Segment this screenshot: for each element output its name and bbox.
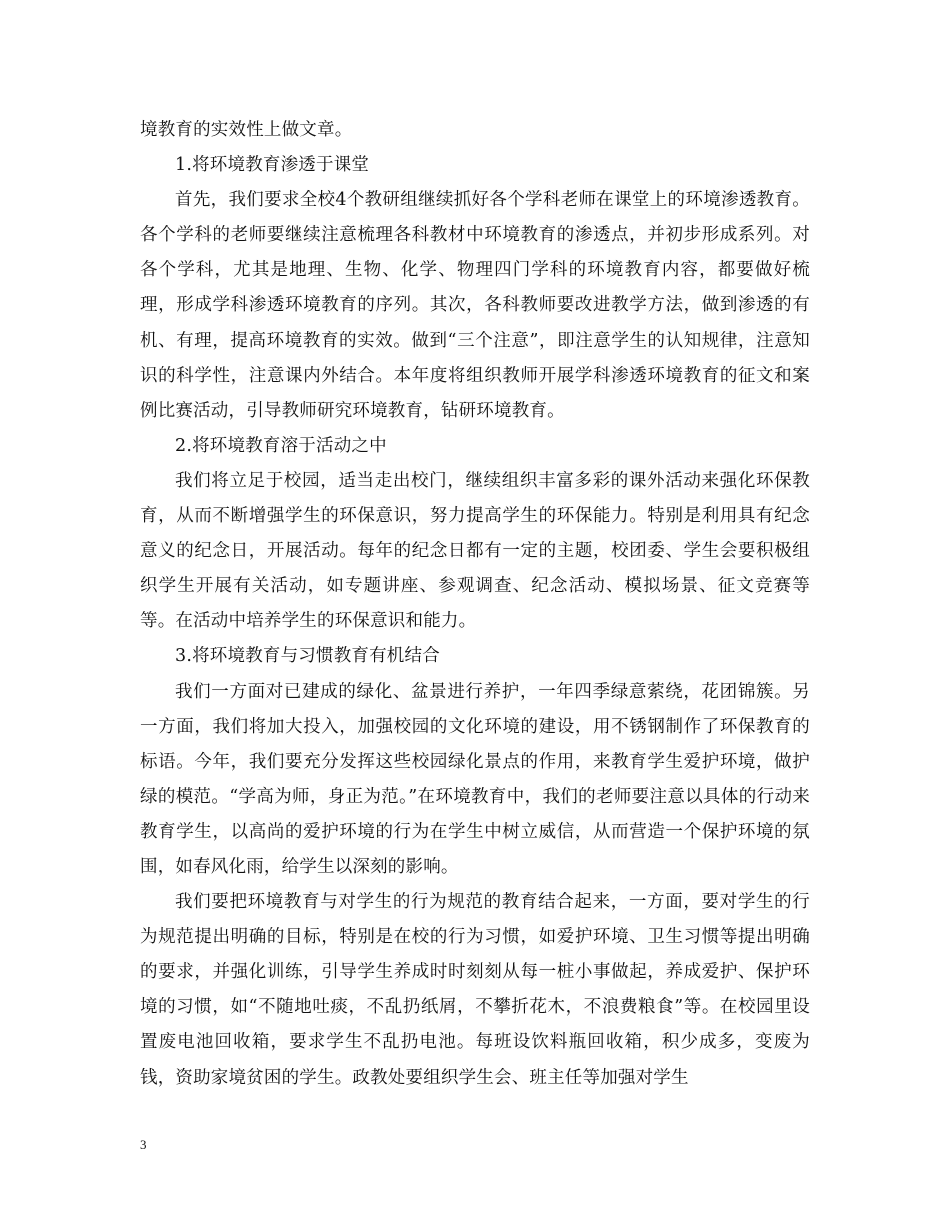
paragraph-continued: 境教育的实效性上做文章。 <box>140 120 353 140</box>
document-body <box>140 113 810 1096</box>
section-heading-1: 1.将环境教育渗透于课堂 <box>175 155 370 176</box>
section-heading-2: 2.将环境教育溶于活动之中 <box>175 435 387 456</box>
paragraph-activities: 我们将立足于校园，适当走出校门，继续组织丰富多彩的课外活动来强化环保教育，从而不断增强学生的环保意识，努力提高学生的环保能力。特别是利用具有纪念意义的纪念日，开展活动。每年的纪念日都有一定的主题，校团委、学生会要积极组织学生开展有关活动，如专题讲座、参观调查、纪念活动、模拟场景、征文竞赛等等。在活动中培养学生的环保意识和能力。 <box>140 470 810 632</box>
paragraph-greening: 我们一方面对已建成的绿化、盆景进行养护，一年四季绿意萦绕，花团锦簇。另一方面，我们将加大投入，加强校园的文化环境的建设，用不锈钢制作了环保教育的标语。今年，我们要充分发挥这些校园绿化景点的作用，来教育学生爱护环境，做护绿的模范。“学高为师，身正为范。”在环境教育中，我们的老师要注意以具体的行动来教育学生，以高尚的爱护环境的行为在学生中树立威信，从而营造一个保护环境的氛围，如春风化雨，给学生以深刻的影响。 <box>140 681 810 877</box>
section-heading-3: 3.将环境教育与习惯教育有机结合 <box>175 646 440 667</box>
paragraph-classroom: 首先，我们要求全校4个教研组继续抓好各个学科老师在课堂上的环境渗透教育。各个学科的老师要继续注意梳理各科教材中环境教育的渗透点，并初步形成系列。对各个学科，尤其是地理、生物、化学、物理四门学科的环境教育内容，都要做好梳理，形成学科渗透环境教育的序列。其次，各科教师要改进教学方法，做到渗透的有机、有理，提高环境教育的实效。做到“三个注意”，即注意学生的认知规律，注意知识的科学性，注意课内外结合。本年度将组织教师开展学科渗透环境教育的征文和案例比赛活动，引导教师研究环境教育，钻研环境教育。 <box>140 190 810 421</box>
page-number: 3 <box>140 1137 147 1152</box>
paragraph-behavior: 我们要把环境教育与对学生的行为规范的教育结合起来，一方面，要对学生的行为规范提出明确的目标，特别是在校的行为习惯，如爱护环境、卫生习惯等提出明确的要求，并强化训练，引导学生养成时时刻刻从每一桩小事做起，养成爱护、保护环境的习惯，如“不随地吐痰，不乱扔纸屑，不攀折花木，不浪费粮食”等。在校园里设置废电池回收箱，要求学生不乱扔电池。每班设饮料瓶回收箱，积少成多，变废为钱，资助家境贫困的学生。政教处要组织学生会、班主任等加强对学生 <box>140 892 810 1088</box>
